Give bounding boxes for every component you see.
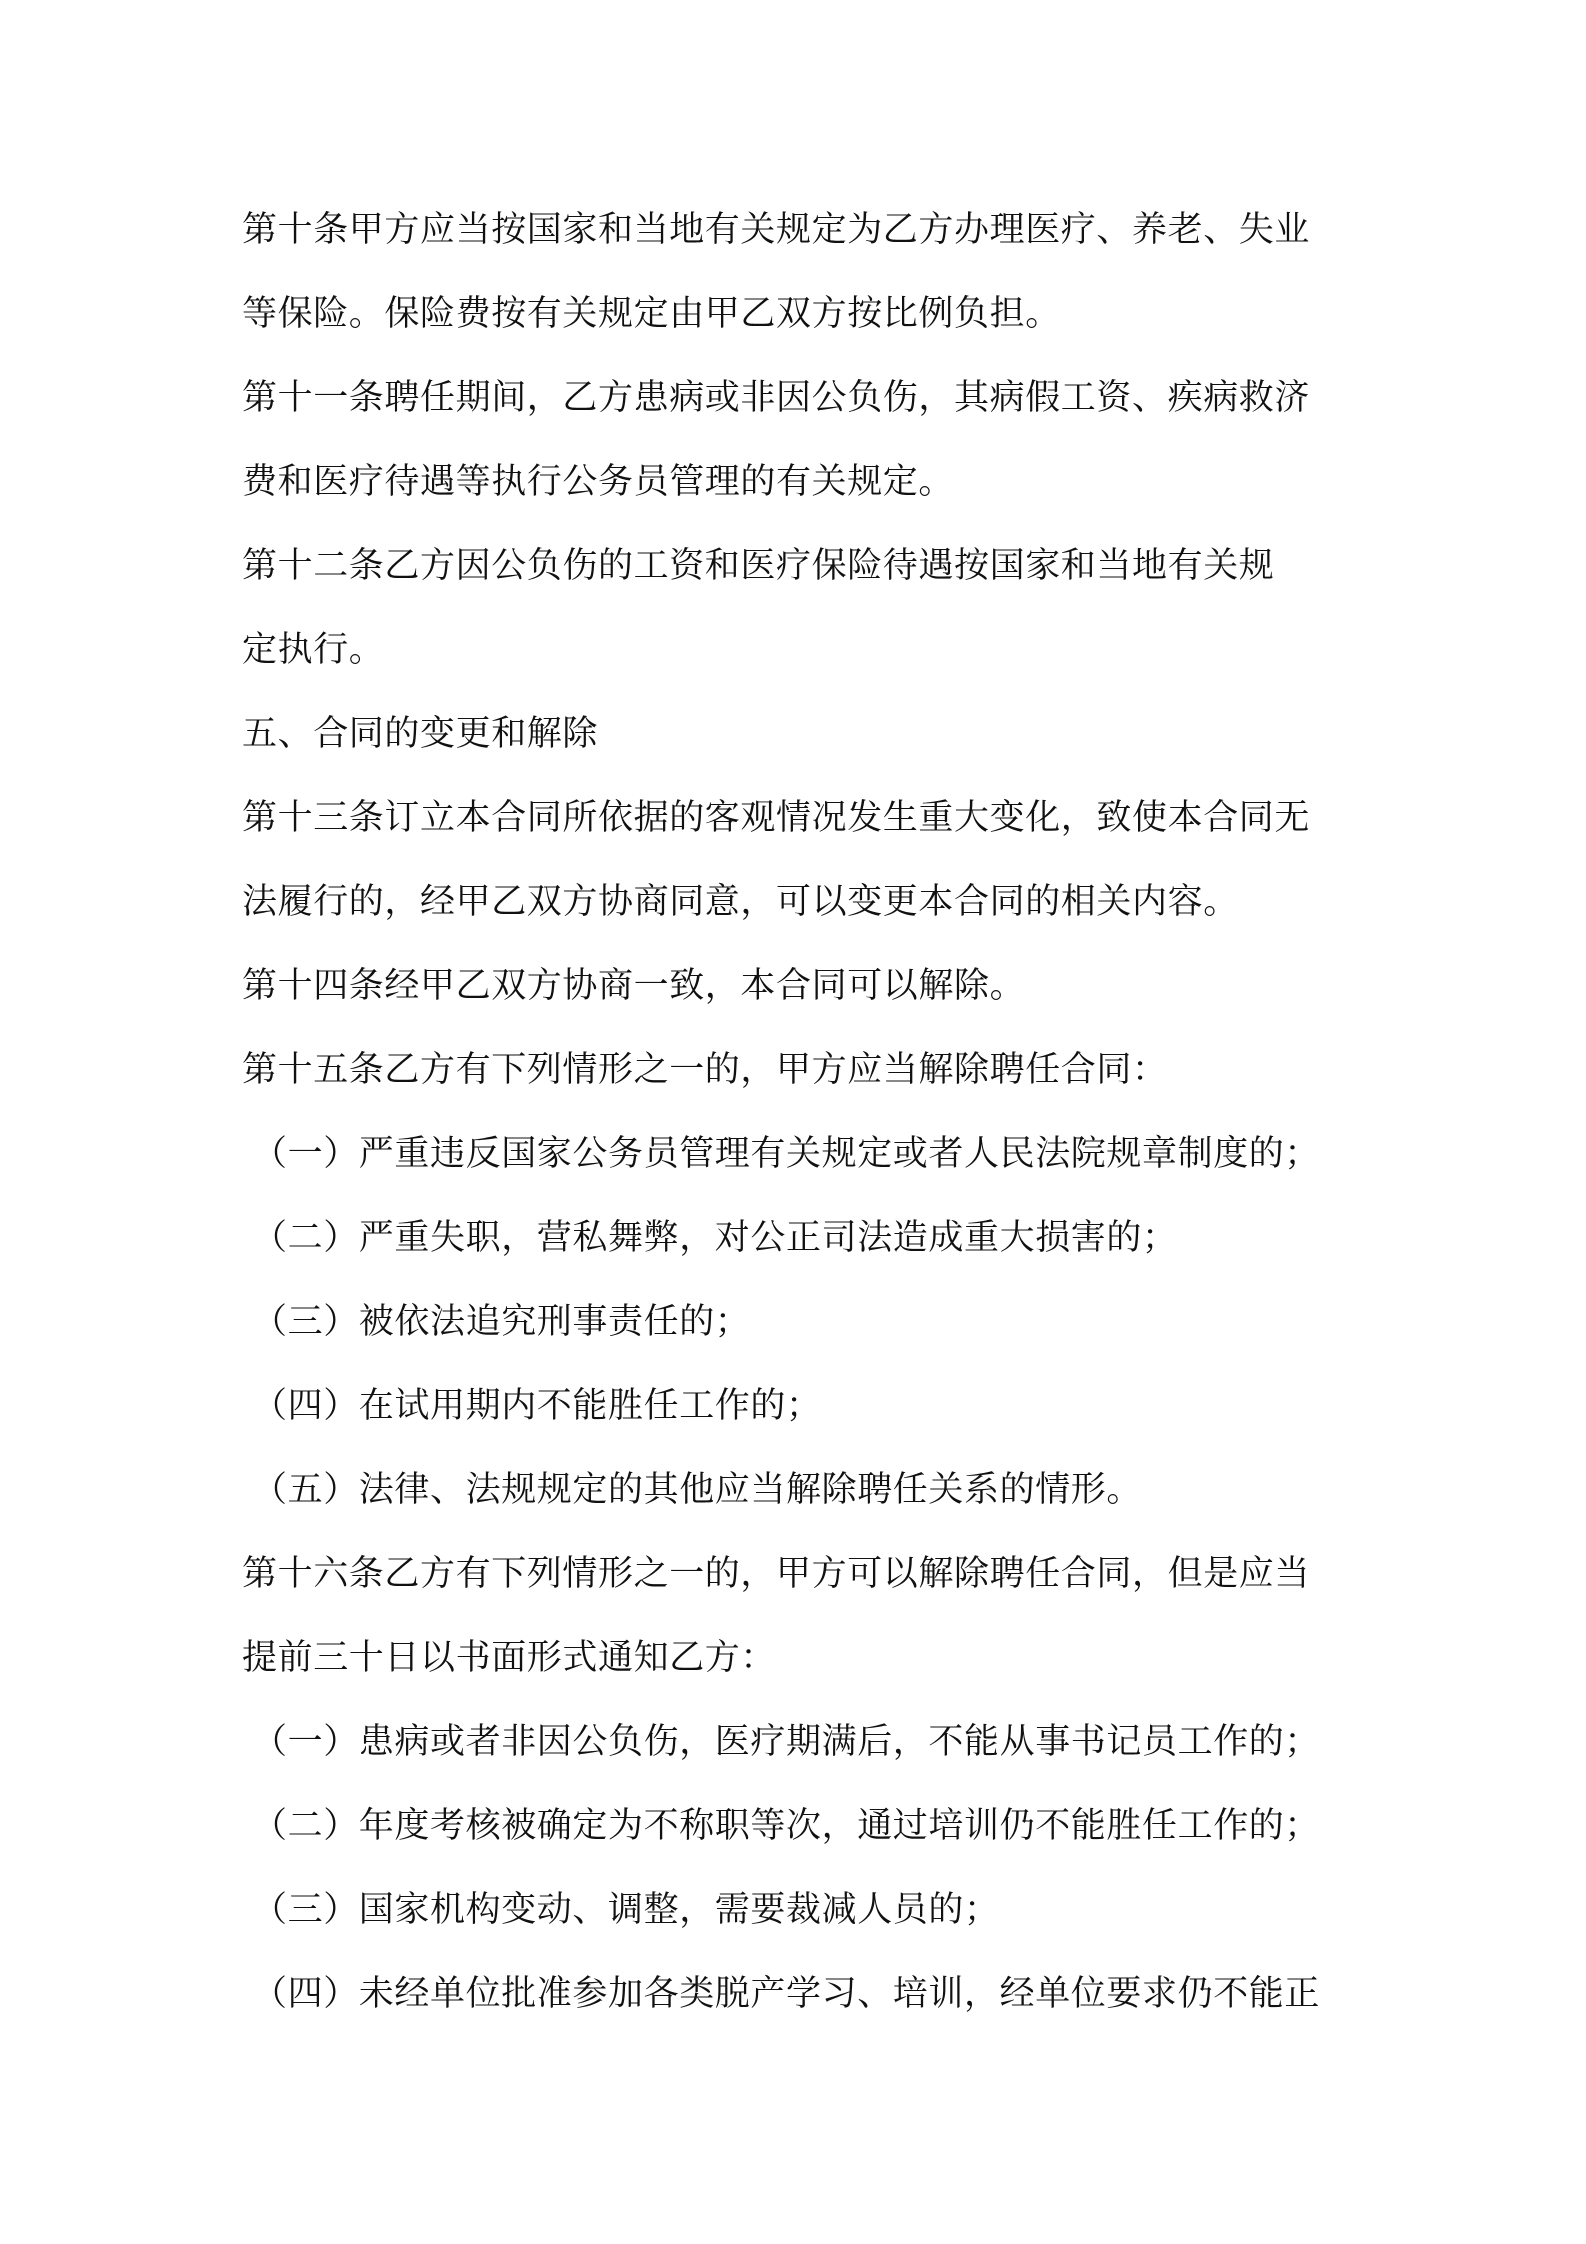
clause-10-line-2: 等保险。保险费按有关规定由甲乙双方按比例负担。 — [242, 294, 1061, 334]
clause-15-item-4: （四）在试用期内不能胜任工作的； — [252, 1386, 822, 1426]
clause-11-line-1: 第十一条聘任期间，乙方患病或非因公负伤，其病假工资、疾病救济 — [242, 378, 1311, 418]
clause-15-item-1: （一）严重违反国家公务员管理有关规定或者人民法院规章制度的； — [252, 1134, 1321, 1174]
clause-15-item-5: （五）法律、法规规定的其他应当解除聘任关系的情形。 — [252, 1470, 1143, 1510]
clause-11-line-2: 费和医疗待遇等执行公务员管理的有关规定。 — [242, 462, 955, 502]
clause-16-item-2: （二）年度考核被确定为不称职等次，通过培训仍不能胜任工作的； — [252, 1806, 1321, 1846]
clause-14-line: 第十四条经甲乙双方协商一致，本合同可以解除。 — [242, 966, 1026, 1006]
clause-16-item-4: （四）未经单位批准参加各类脱产学习、培训，经单位要求仍不能正 — [252, 1974, 1321, 2014]
clause-12-line-1: 第十二条乙方因公负伤的工资和医疗保险待遇按国家和当地有关规 — [242, 546, 1275, 586]
clause-16-line-1: 第十六条乙方有下列情形之一的，甲方可以解除聘任合同，但是应当 — [242, 1554, 1311, 1594]
clause-15-item-3: （三）被依法追究刑事责任的； — [252, 1302, 751, 1342]
clause-16-line-2: 提前三十日以书面形式通知乙方： — [242, 1638, 777, 1678]
document-body — [242, 188, 1362, 2036]
clause-13-line-2: 法履行的，经甲乙双方协商同意，可以变更本合同的相关内容。 — [242, 882, 1239, 922]
clause-15-item-2: （二）严重失职，营私舞弊，对公正司法造成重大损害的； — [252, 1218, 1178, 1258]
clause-12-line-2: 定执行。 — [242, 630, 385, 670]
clause-16-item-3: （三）国家机构变动、调整，需要裁减人员的； — [252, 1890, 1000, 1930]
section-heading: 五、合同的变更和解除 — [242, 714, 599, 754]
clause-13-line-1: 第十三条订立本合同所依据的客观情况发生重大变化，致使本合同无 — [242, 798, 1311, 838]
clause-10-line-1: 第十条甲方应当按国家和当地有关规定为乙方办理医疗、养老、失业 — [242, 210, 1311, 250]
clause-16-item-1: （一）患病或者非因公负伤，医疗期满后，不能从事书记员工作的； — [252, 1722, 1321, 1762]
clause-15-line: 第十五条乙方有下列情形之一的，甲方应当解除聘任合同： — [242, 1050, 1168, 1090]
